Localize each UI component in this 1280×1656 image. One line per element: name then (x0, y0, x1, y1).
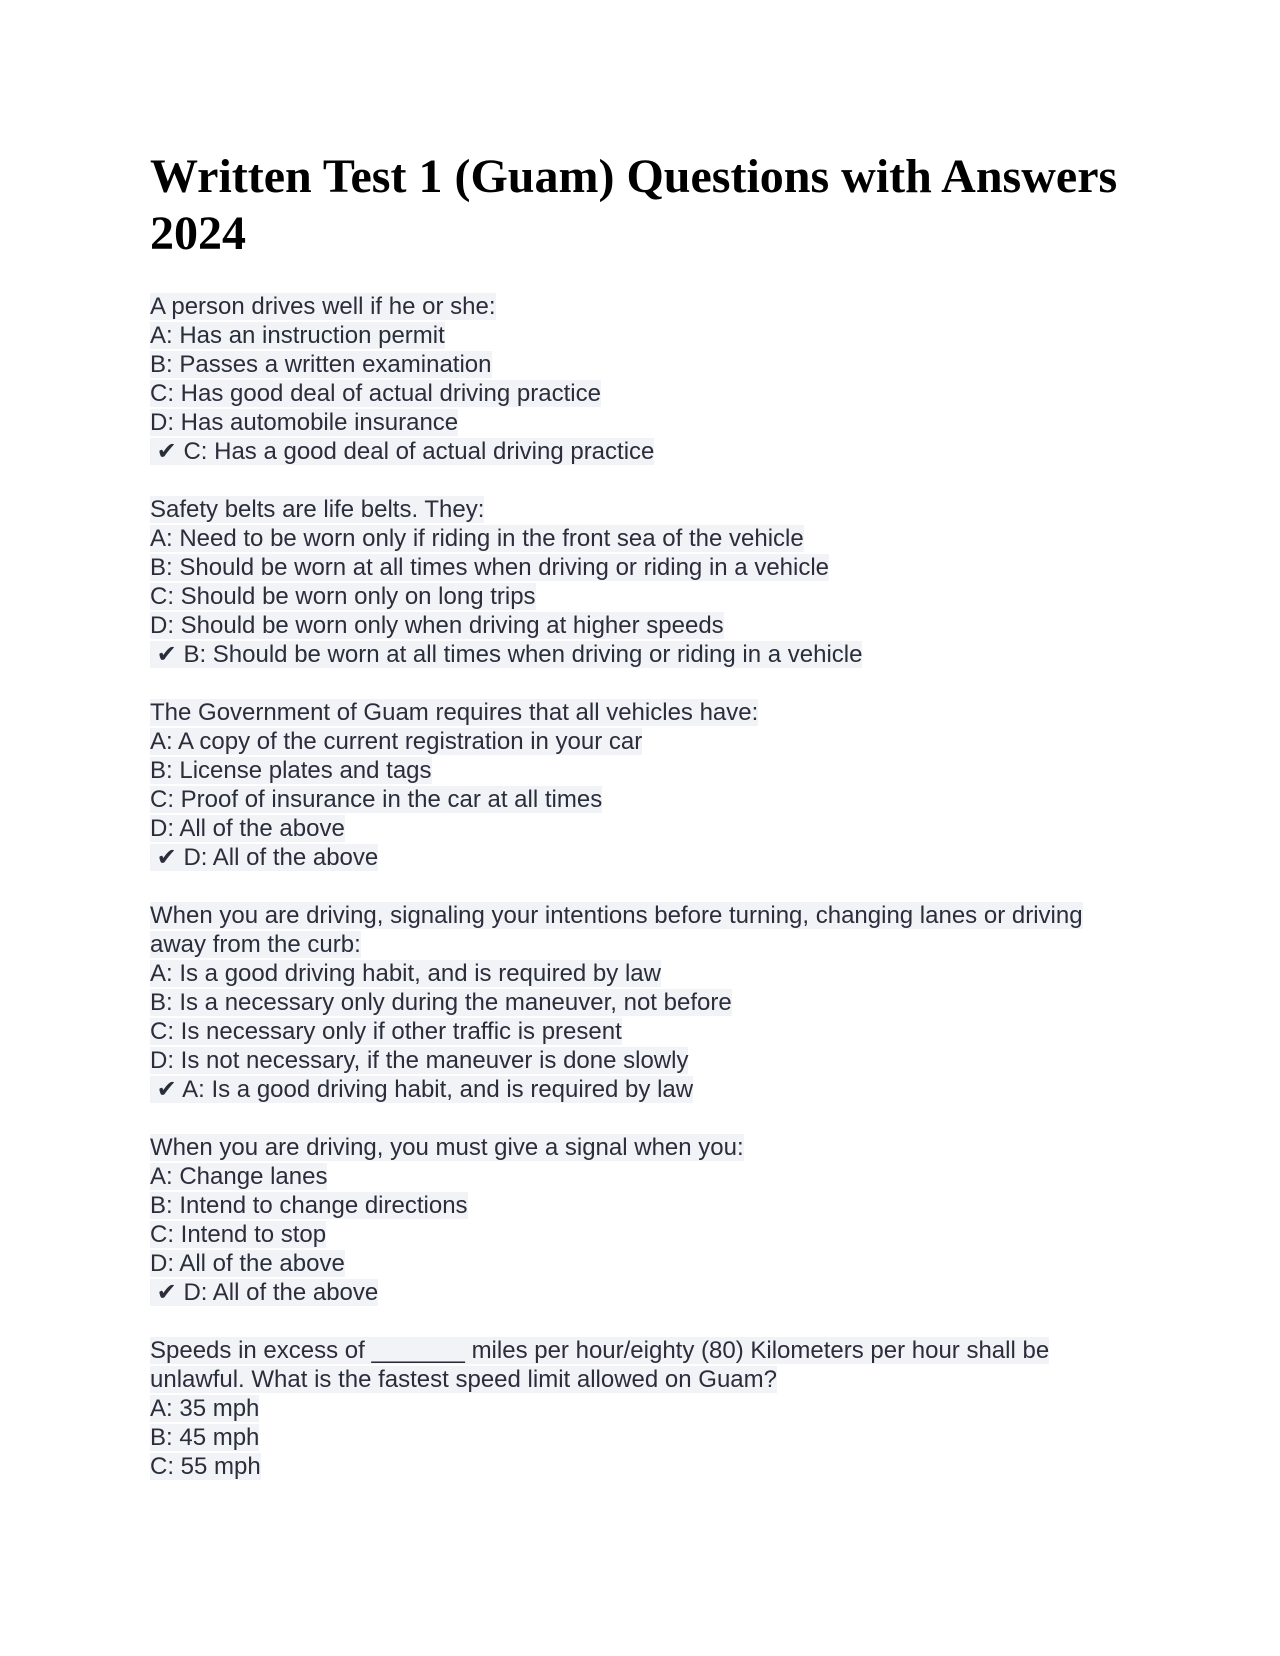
option-b: B: Should be worn at all times when driving or riding in a vehicle (150, 554, 830, 581)
correct-answer: ✔ C: Has a good deal of actual driving practice (150, 438, 655, 465)
correct-answer: ✔ A: Is a good driving habit, and is required by law (150, 1076, 694, 1103)
option-c: C: Should be worn only on long trips (150, 583, 536, 610)
question-text-line-2: unlawful. What is the fastest speed limit allowed on Guam? (150, 1366, 777, 1393)
option-a: A: Need to be worn only if riding in the front sea of the vehicle (150, 525, 804, 552)
option-d: D: All of the above (150, 815, 345, 842)
question-block (150, 698, 1140, 872)
option-d: D: Should be worn only when driving at higher speeds (150, 612, 724, 639)
document-title: Written Test 1 (Guam) Questions with Answers 2024 (150, 150, 1118, 260)
option-c: C: Intend to stop (150, 1221, 327, 1248)
option-b: B: 45 mph (150, 1424, 260, 1451)
option-a: A: Change lanes (150, 1163, 328, 1190)
question-text-line-2: away from the curb: (150, 931, 361, 958)
document-page (150, 148, 1140, 1510)
question-text: When you are driving, you must give a signal when you: (150, 1134, 744, 1161)
question-text: Safety belts are life belts. They: (150, 496, 485, 523)
question-text: The Government of Guam requires that all vehicles have: (150, 699, 759, 726)
question-block (150, 292, 1140, 466)
option-c: C: 55 mph (150, 1453, 261, 1480)
option-c: C: Has good deal of actual driving practice (150, 380, 601, 407)
correct-answer: ✔ D: All of the above (150, 1279, 379, 1306)
question-text-line-1: When you are driving, signaling your intentions before turning, changing lanes or driving (150, 902, 1083, 929)
option-a: A: 35 mph (150, 1395, 260, 1422)
option-d: D: Is not necessary, if the maneuver is done slowly (150, 1047, 689, 1074)
option-a: A: Has an instruction permit (150, 322, 445, 349)
question-block (150, 1336, 1140, 1481)
option-b: B: Intend to change directions (150, 1192, 468, 1219)
option-d: D: All of the above (150, 1250, 345, 1277)
option-c: C: Is necessary only if other traffic is present (150, 1018, 622, 1045)
question-block (150, 1133, 1140, 1307)
question-text-line-1: Speeds in excess of _______ miles per hour/eighty (80) Kilometers per hour shall be (150, 1337, 1050, 1364)
correct-answer: ✔ B: Should be worn at all times when driving or riding in a vehicle (150, 641, 863, 668)
option-c: C: Proof of insurance in the car at all times (150, 786, 603, 813)
option-b: B: License plates and tags (150, 757, 432, 784)
question-block (150, 901, 1140, 1104)
option-a: A: Is a good driving habit, and is required by law (150, 960, 661, 987)
option-d: D: Has automobile insurance (150, 409, 459, 436)
correct-answer: ✔ D: All of the above (150, 844, 379, 871)
option-b: B: Is a necessary only during the maneuver, not before (150, 989, 732, 1016)
option-b: B: Passes a written examination (150, 351, 492, 378)
question-block (150, 495, 1140, 669)
option-a: A: A copy of the current registration in your car (150, 728, 643, 755)
question-text: A person drives well if he or she: (150, 293, 496, 320)
